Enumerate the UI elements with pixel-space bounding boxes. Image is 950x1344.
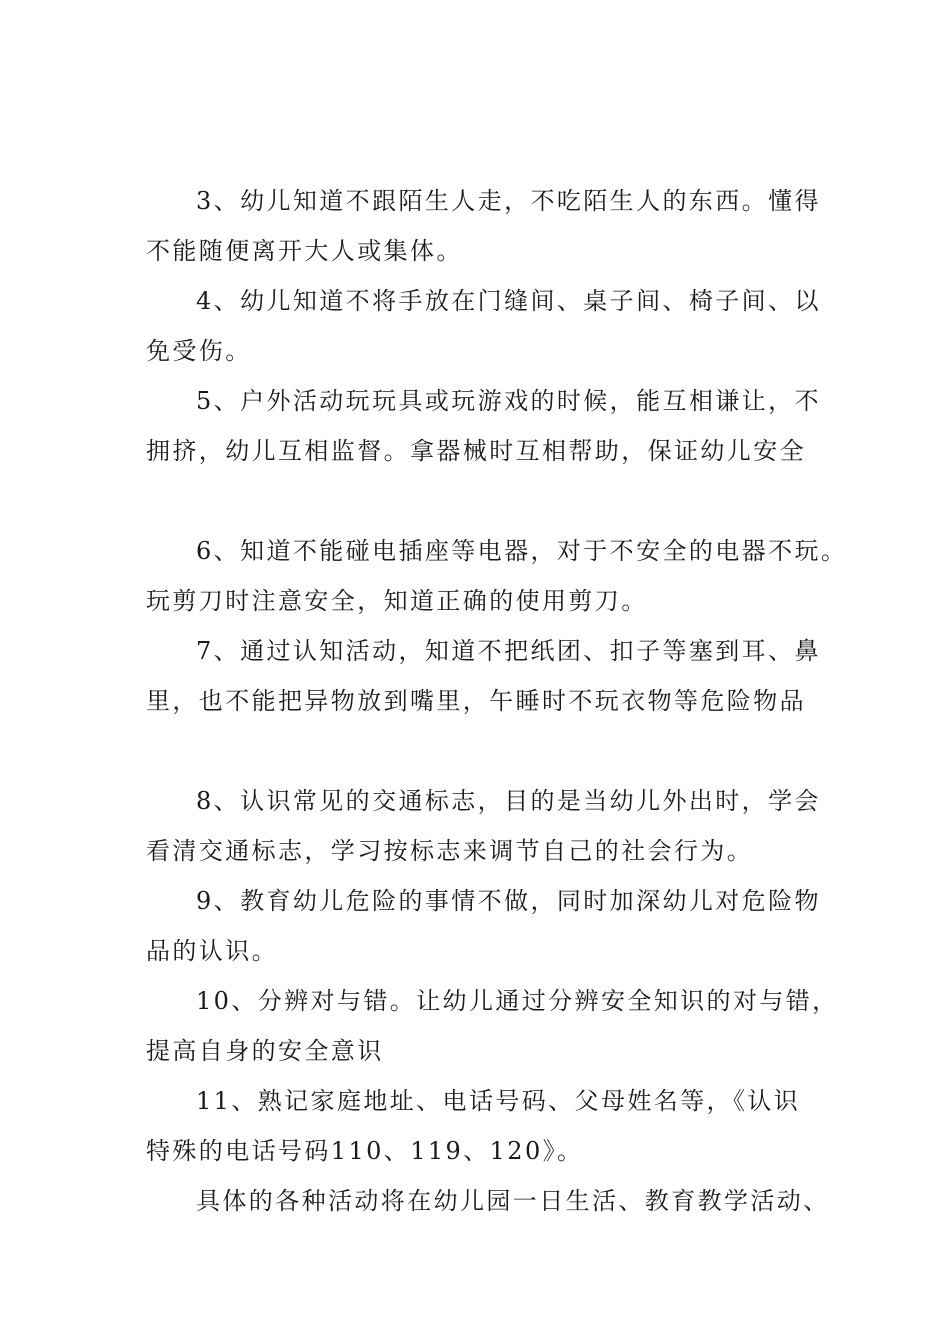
text-line: 看清交通标志，学习按标志来调节自己的社会行为。 — [146, 837, 754, 865]
blank-line — [146, 476, 810, 526]
text-line: 9、教育幼儿危险的事情不做，同时加深幼儿对危险物 — [196, 887, 821, 915]
paragraph-p7 — [146, 626, 821, 726]
text-line: 拥挤，幼儿互相监督。拿器械时互相帮助，保证幼儿安全 — [146, 437, 806, 465]
text-line: 玩剪刀时注意安全，知道正确的使用剪刀。 — [146, 587, 648, 615]
text-line: 8、认识常见的交通标志，目的是当幼儿外出时，学会 — [196, 787, 821, 815]
text-line: 里，也不能把异物放到嘴里，午睡时不玩衣物等危险物品 — [146, 687, 806, 715]
text-line: 不能随便离开大人或集体。 — [146, 237, 463, 265]
paragraph-p11 — [146, 1076, 810, 1176]
document-body — [146, 176, 848, 1226]
text-line: 11、熟记家庭地址、电话号码、父母姓名等，《认识 — [196, 1087, 801, 1115]
text-line: 提高自身的安全意识 — [146, 1037, 384, 1065]
paragraph-p8 — [146, 776, 821, 876]
paragraph-p12 — [146, 1176, 830, 1226]
text-line: 7、通过认知活动，知道不把纸团、扣子等塞到耳、鼻 — [196, 637, 821, 665]
blank-line — [146, 726, 810, 776]
paragraph-p9 — [146, 876, 821, 976]
paragraph-p4 — [146, 276, 821, 376]
text-line: 免受伤。 — [146, 337, 252, 365]
paragraph-p6 — [146, 526, 848, 626]
text-line: 品的认识。 — [146, 937, 278, 965]
paragraph-p3 — [146, 176, 821, 276]
paragraph-p5 — [146, 376, 821, 476]
text-line: 具体的各种活动将在幼儿园一日生活、教育教学活动、 — [196, 1187, 830, 1215]
text-line: 10、分辨对与错。让幼儿通过分辨安全知识的对与错， — [196, 987, 839, 1015]
text-line: 4、幼儿知道不将手放在门缝间、桌子间、椅子间、以 — [196, 287, 821, 315]
text-line: 3、幼儿知道不跟陌生人走，不吃陌生人的东西。懂得 — [196, 187, 821, 215]
text-line: 5、户外活动玩玩具或玩游戏的时候，能互相谦让，不 — [196, 387, 821, 415]
text-line: 特殊的电话号码110、119、120》。 — [146, 1137, 584, 1165]
text-line: 6、知道不能碰电插座等电器，对于不安全的电器不玩。 — [196, 537, 848, 565]
paragraph-p10 — [146, 976, 839, 1076]
